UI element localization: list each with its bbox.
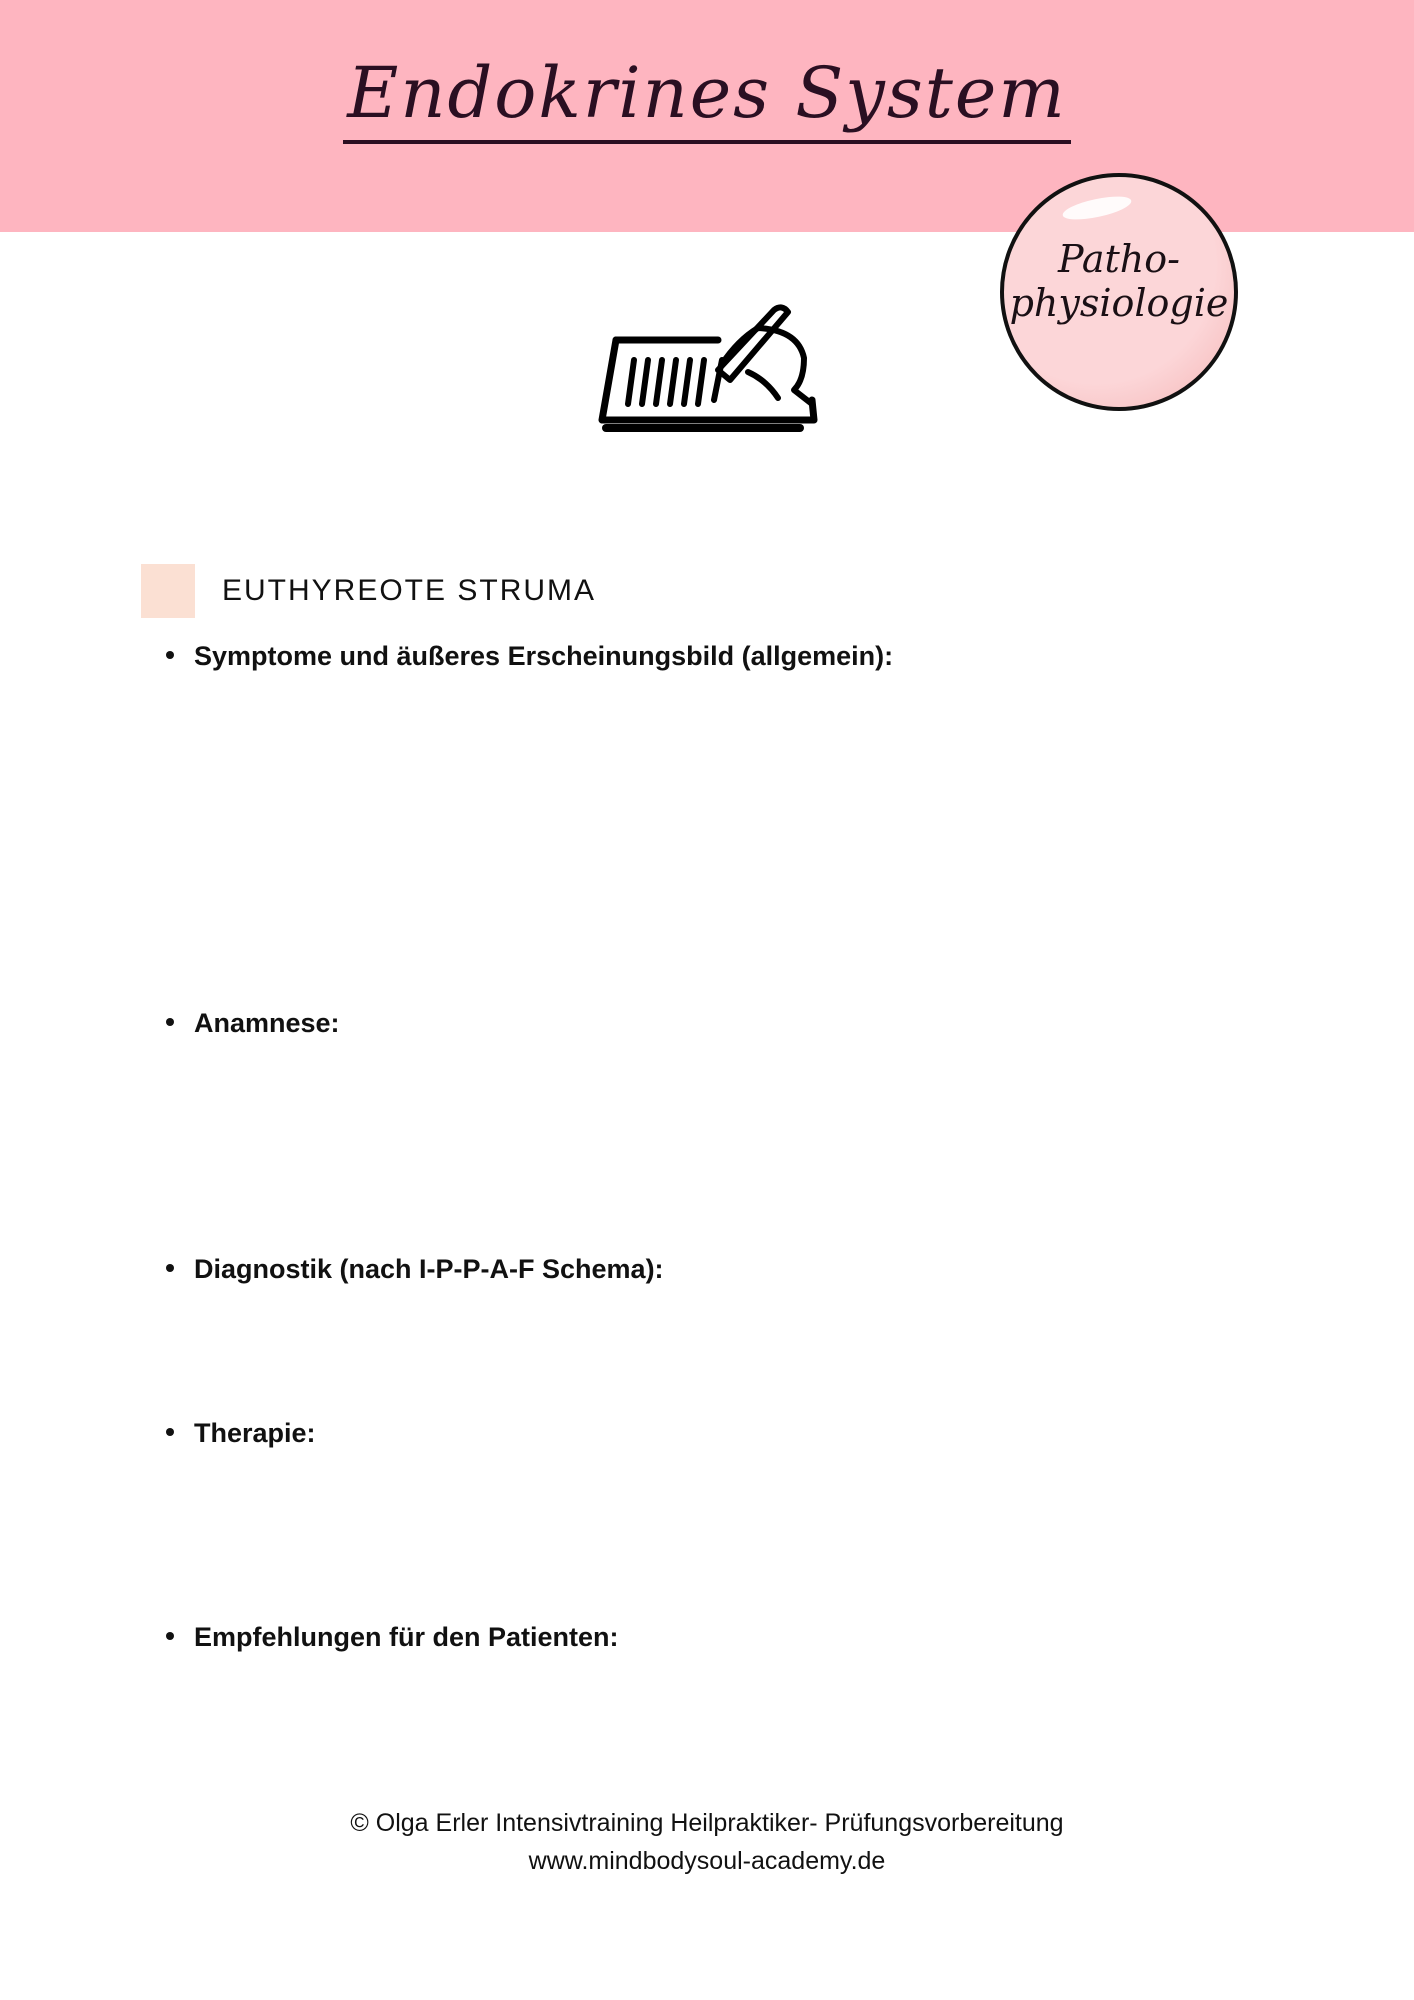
list-item (166, 1418, 316, 1449)
list-item (166, 1622, 619, 1653)
list-item (166, 641, 893, 672)
bullet-icon (166, 1632, 174, 1640)
bullet-icon (166, 651, 174, 659)
badge-text (1004, 237, 1234, 325)
page-title (0, 52, 1414, 134)
item-label: Therapie: (194, 1418, 316, 1448)
footer-copyright: © Olga Erler Intensivtraining Heilpraktiker- Prüfungsvorbereitung (350, 1809, 1064, 1837)
section-marker (141, 564, 195, 618)
item-label: Diagnostik (nach I-P-P-A-F Schema): (194, 1254, 664, 1284)
footer-website: www.mindbodysoul-academy.de (528, 1847, 886, 1875)
writing-hand-icon (598, 300, 818, 445)
bullet-icon (166, 1428, 174, 1436)
badge-line-1: Patho- (1058, 237, 1180, 281)
item-label: Symptome und äußeres Erscheinungsbild (allgemein): (194, 641, 894, 671)
list-item (166, 1008, 340, 1039)
footer (0, 1804, 1414, 1880)
badge-shine (1061, 192, 1133, 224)
list-item (166, 1254, 664, 1285)
badge-line-2: physiologie (1009, 281, 1229, 325)
pathophysiologie-badge (1000, 173, 1238, 411)
item-label: Empfehlungen für den Patienten: (194, 1622, 619, 1652)
bullet-icon (166, 1264, 174, 1272)
page-title-text: Endokrines System (343, 52, 1070, 144)
section-heading: EUTHYREOTE STRUMA (222, 574, 597, 607)
bullet-icon (166, 1018, 174, 1026)
item-label: Anamnese: (194, 1008, 340, 1038)
